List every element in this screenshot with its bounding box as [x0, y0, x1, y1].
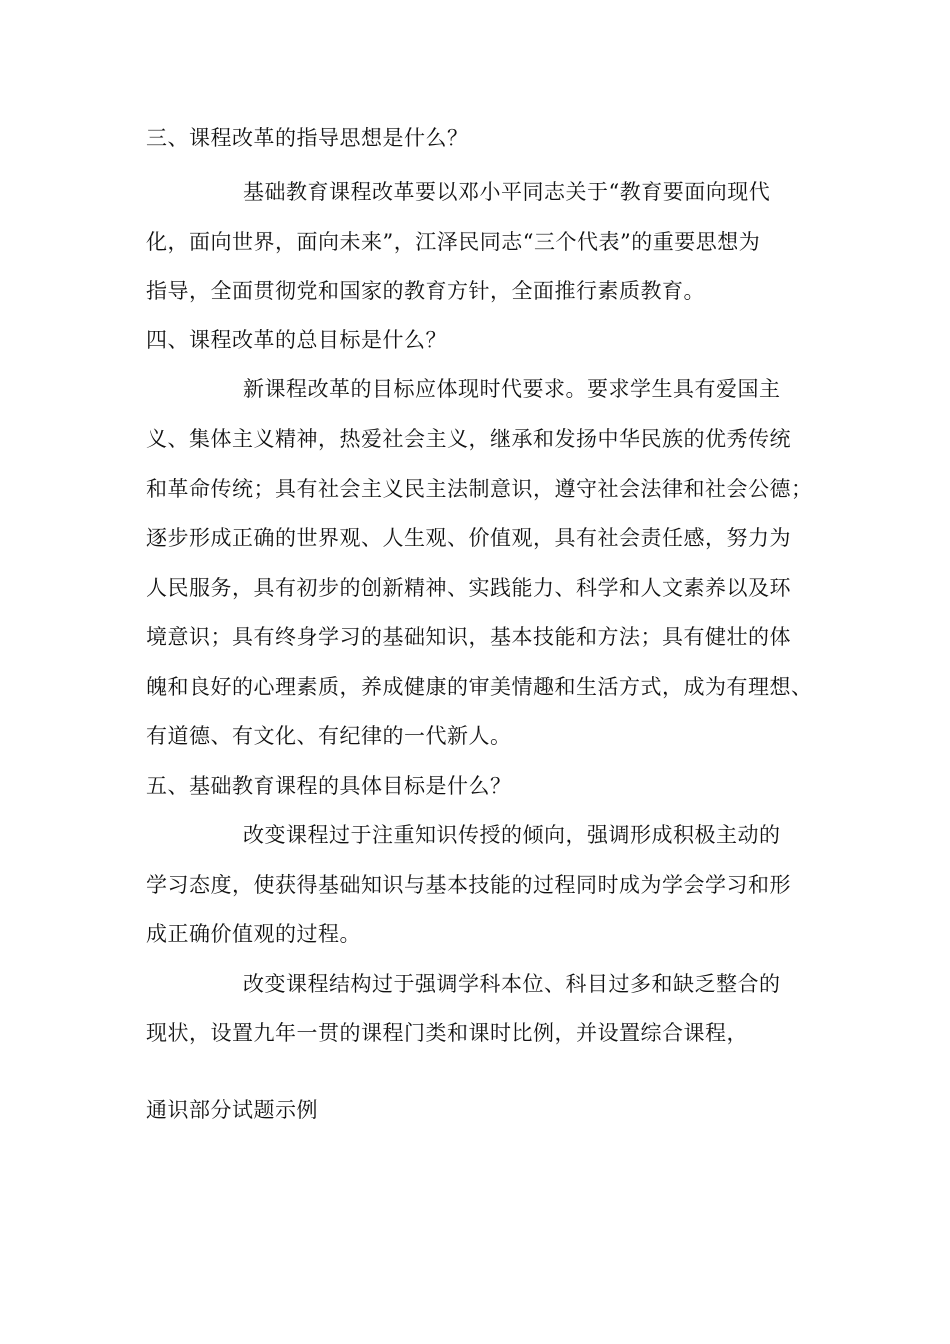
section-4-para-1-line-4: 逐步形成正确的世界观、人生观、价值观，具有社会责任感，努力为	[146, 526, 791, 550]
section-5-para-1-line-1: 改变课程过于注重知识传授的倾向，强调形成积极主动的	[243, 823, 781, 847]
page-footer: 通识部分试题示例	[146, 1098, 318, 1122]
section-4-para-1-line-6: 境意识；具有终身学习的基础知识，基本技能和方法；具有健壮的体	[146, 625, 791, 649]
section-4-para-1-line-5: 人民服务，具有初步的创新精神、实践能力、科学和人文素养以及环	[146, 576, 791, 600]
section-4-para-1-line-1: 新课程改革的目标应体现时代要求。要求学生具有爱国主	[243, 377, 781, 401]
section-4-para-1-line-2: 义、集体主义精神，热爱社会主义，继承和发扬中华民族的优秀传统	[146, 427, 791, 451]
section-5-para-1-line-2: 学习态度，使获得基础知识与基本技能的过程同时成为学会学习和形	[146, 873, 791, 897]
section-3-para-1-line-3: 指导，全面贯彻党和国家的教育方针，全面推行素质教育。	[146, 279, 705, 303]
section-3-para-1-line-2: 化，面向世界，面向未来”，江泽民同志“三个代表”的重要思想为	[146, 230, 761, 254]
section-4-heading: 四、课程改革的总目标是什么？	[146, 328, 447, 352]
section-3-para-1-line-1: 基础教育课程改革要以邓小平同志关于“教育要面向现代	[243, 180, 771, 204]
section-5-heading: 五、基础教育课程的具体目标是什么？	[146, 774, 512, 798]
section-5-para-1-line-3: 成正确价值观的过程。	[146, 922, 361, 946]
section-4-para-1-line-8: 有道德、有文化、有纪律的一代新人。	[146, 724, 512, 748]
section-4-para-1-line-7: 魄和良好的心理素质，养成健康的审美情趣和生活方式，成为有理想、	[146, 675, 813, 699]
section-5-para-2-line-1: 改变课程结构过于强调学科本位、科目过多和缺乏整合的	[243, 972, 781, 996]
section-4-para-1-line-3: 和革命传统；具有社会主义民主法制意识，遵守社会法律和社会公德；	[146, 477, 813, 501]
section-3-heading: 三、课程改革的指导思想是什么？	[146, 126, 469, 150]
section-5-para-2-line-2: 现状，设置九年一贯的课程门类和课时比例，并设置综合课程，	[146, 1021, 748, 1045]
